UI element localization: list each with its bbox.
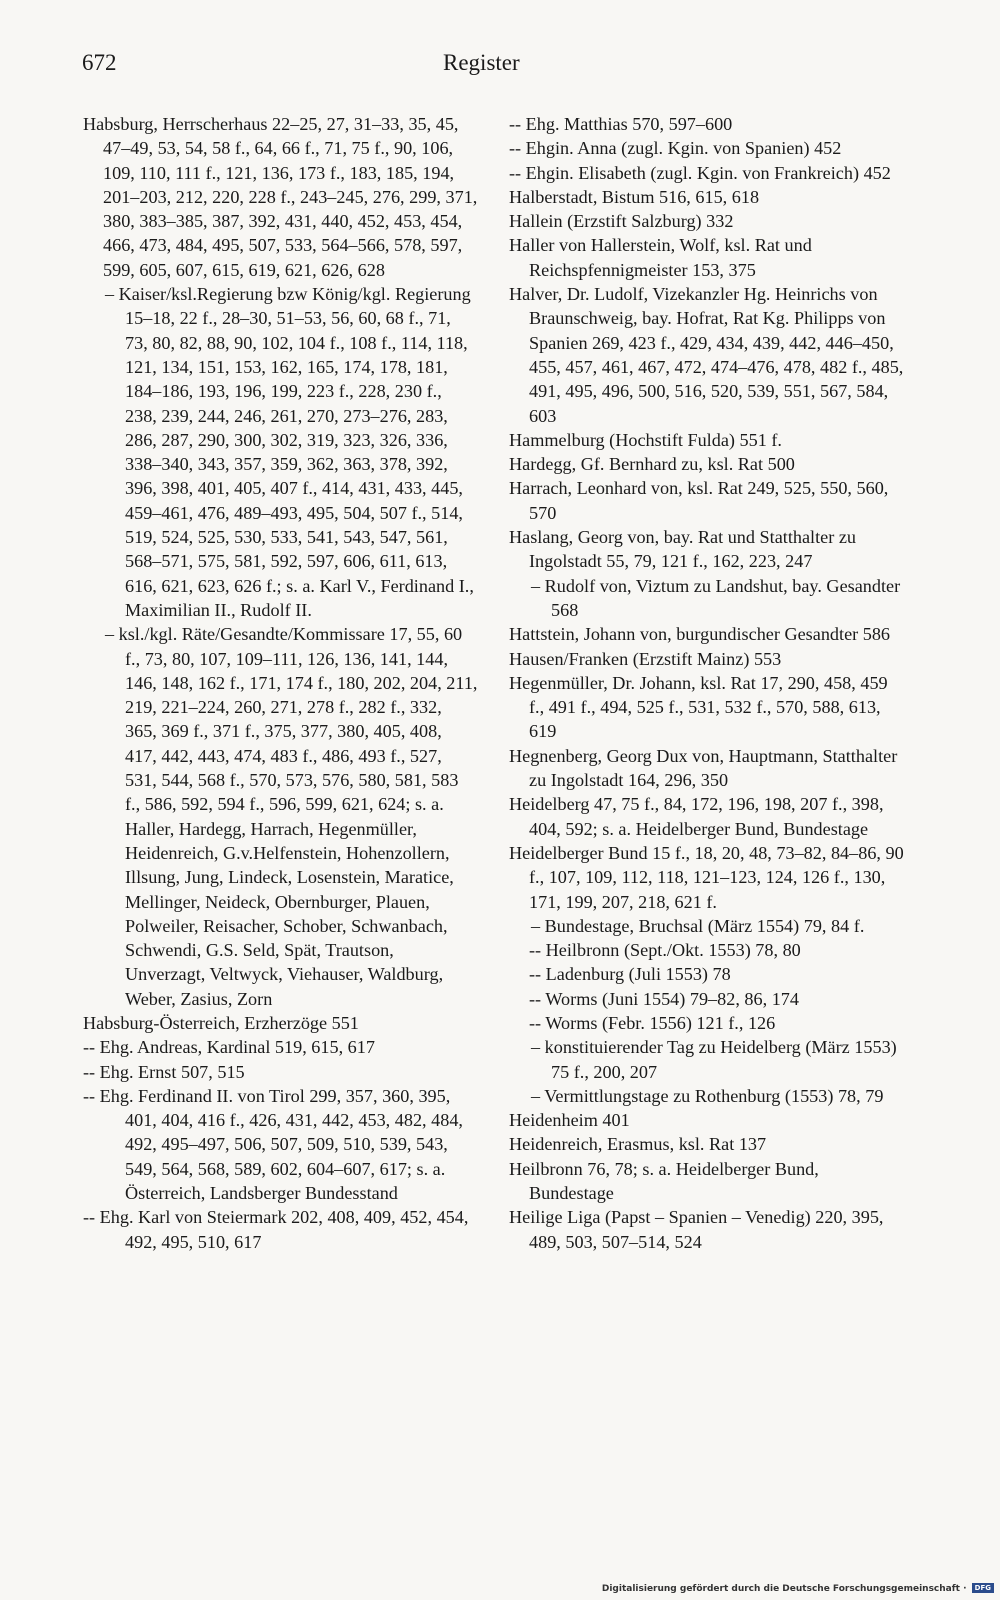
index-entry: – Rudolf von, Viztum zu Landshut, bay. Gesandter 568: [531, 575, 901, 620]
index-entry: Hammelburg (Hochstift Fulda) 551 f.: [509, 429, 782, 450]
index-entry: Haslang, Georg von, bay. Rat und Statthalter zu Ingolstadt 55, 79, 121 f., 162, 223, 247: [509, 527, 857, 572]
index-entry: Hardegg, Gf. Bernhard zu, ksl. Rat 500: [509, 454, 795, 475]
index-entry: Heidelberger Bund 15 f., 18, 20, 48, 73–82, 84–86, 90 f., 107, 109, 112, 118, 121–123, 124, 126 f., 130, 171, 199, 207, 218, 621 f.: [509, 842, 904, 912]
index-entry: -- Heilbronn (Sept./Okt. 1553) 78, 80: [529, 940, 801, 961]
index-entry: -- Ehg. Ernst 507, 515: [83, 1061, 245, 1082]
index-entry: – konstituierender Tag zu Heidelberg (März 1553) 75 f., 200, 207: [531, 1037, 897, 1082]
index-entry: -- Worms (Febr. 1556) 121 f., 126: [529, 1012, 776, 1033]
index-entry: – Bundestage, Bruchsal (März 1554) 79, 84 f.: [531, 915, 865, 936]
footer-text: Digitalisierung gefördert durch die Deutsche Forschungsgemeinschaft ·: [601, 1584, 970, 1594]
index-entry: Hattstein, Johann von, burgundischer Gesandter 586: [509, 624, 891, 645]
dfg-logo: DFG: [972, 1583, 994, 1593]
index-entry: Heilige Liga (Papst – Spanien – Venedig) 220, 395, 489, 503, 507–514, 524: [509, 1207, 884, 1252]
index-entry: -- Worms (Juni 1554) 79–82, 86, 174: [529, 988, 799, 1009]
index-entry: Halberstadt, Bistum 516, 615, 618: [509, 186, 760, 207]
index-column-right: [509, 112, 905, 1254]
index-entry: Heilbronn 76, 78; s. a. Heidelberger Bund, Bundestage: [509, 1158, 819, 1204]
index-entry: Hallein (Erzstift Salzburg) 332: [509, 211, 734, 232]
page-number: 672: [82, 50, 117, 75]
index-entry: Habsburg-Österreich, Erzherzöge 551: [83, 1012, 359, 1033]
index-entry: – ksl./kgl. Räte/Gesandte/Kommissare 17, 55, 60 f., 73, 80, 107, 109–111, 126, 136, 141, 144, 146, 148, 162 f., 171, 174 f., 180, 202, 204, 211, 219, 221–224, 260, 271, 278 f., 282 f., 332, 365, 369 f., 371 f., 375, 377, 380, 405, 408, 417, 442, 443, 474, 483 f., 486, 493 f., 527, 531, 544, 568 f., 570, 573, 576, 580, 581, 583 f., 586, 592, 594 f., 596, 599, 621, 624; s. a. Haller, Hardegg, Harrach, Hegenmüller, Heidenreich, G.v.Helfenstein, Hohenzollern, Illsung, Jung, Lindeck, Losenstein, Maratice, Mellinger, Neideck, Obernburger, Plauen, Polweiler, Reisacher, Schober, Schwanbach, Schwendi, G.S. Seld, Spät, Trautson, Unverzagt, Veltwyck, Viehauser, Waldburg, Weber, Zasius, Zorn: [105, 624, 478, 1009]
index-entry: Heidenheim 401: [509, 1110, 630, 1131]
footer-credit: [602, 1583, 994, 1594]
index-entry: Harrach, Leonhard von, ksl. Rat 249, 525, 550, 560, 570: [509, 478, 889, 523]
index-entry: Heidenreich, Erasmus, ksl. Rat 137: [509, 1134, 767, 1155]
index-entry: Heidelberg 47, 75 f., 84, 172, 196, 198, 207 f., 398, 404, 592; s. a. Heidelberger Bund, Bundestage: [509, 794, 884, 839]
index-entry: – Kaiser/ksl.Regierung bzw König/kgl. Regierung 15–18, 22 f., 28–30, 51–53, 56, 60, 68 f., 71, 73, 80, 82, 88, 90, 102, 104 f., 108 f., 114, 118, 121, 134, 151, 153, 162, 165, 174, 178, 181, 184–186, 193, 196, 199, 223 f., 228, 230 f., 238, 239, 244, 246, 261, 270, 273–276, 283, 286, 287, 290, 300, 302, 319, 323, 326, 336, 338–340, 343, 357, 359, 362, 363, 378, 392, 396, 398, 401, 405, 407 f., 414, 431, 433, 445, 459–461, 476, 489–493, 495, 504, 507 f., 514, 519, 524, 525, 530, 533, 541, 543, 547, 561, 568–571, 575, 581, 592, 597, 606, 611, 613, 616, 621, 623, 626 f.; s. a. Karl V., Ferdinand I., Maximilian II., Rudolf II.: [105, 284, 474, 620]
index-entry: -- Ehg. Ferdinand II. von Tirol 299, 357, 360, 395, 401, 404, 416 f., 426, 431, 442, 453, 482, 484, 492, 495–497, 506, 507, 509, 510, 539, 543, 549, 564, 568, 589, 602, 604–607, 617; s. a. Österreich, Landsberger Bundesstand: [83, 1085, 463, 1204]
index-entry: -- Ehgin. Anna (zugl. Kgin. von Spanien) 452: [509, 138, 842, 159]
index-entry: -- Ehg. Matthias 570, 597–600: [509, 114, 733, 134]
index-entry: Hausen/Franken (Erzstift Mainz) 553: [509, 648, 782, 669]
index-entry: -- Ehgin. Elisabeth (zugl. Kgin. von Frankreich) 452: [509, 162, 891, 183]
index-entry: Hegnenberg, Georg Dux von, Hauptmann, Statthalter zu Ingolstadt 164, 296, 350: [509, 745, 898, 791]
index-entry: Habsburg, Herrscherhaus 22–25, 27, 31–33, 35, 45, 47–49, 53, 54, 58 f., 64, 66 f., 71, 75 f., 90, 106, 109, 110, 111 f., 121, 136, 173 f., 183, 185, 194, 201–203, 212, 220, 228 f., 243–245, 276, 299, 371, 380, 383–385, 387, 392, 431, 440, 452, 453, 454, 466, 473, 484, 495, 507, 533, 564–566, 578, 597, 599, 605, 607, 615, 619, 621, 626, 628: [83, 114, 478, 280]
index-entry: Haller von Hallerstein, Wolf, ksl. Rat und Reichspfennigmeister 153, 375: [509, 235, 812, 280]
index-entry: Halver, Dr. Ludolf, Vizekanzler Hg. Heinrichs von Braunschweig, bay. Hofrat, Rat Kg. Philipps von Spanien 269, 423 f., 429, 434, 439, 442, 446–450, 455, 457, 461, 467, 472, 474–476, 478, 482 f., 485, 491, 495, 496, 500, 516, 520, 539, 551, 567, 584, 603: [509, 284, 904, 426]
index-entry: -- Ehg. Karl von Steiermark 202, 408, 409, 452, 454, 492, 495, 510, 617: [83, 1207, 469, 1252]
index-entry: -- Ehg. Andreas, Kardinal 519, 615, 617: [83, 1037, 375, 1058]
index-entry: -- Ladenburg (Juli 1553) 78: [529, 964, 731, 985]
index-entry: Hegenmüller, Dr. Johann, ksl. Rat 17, 290, 458, 459 f., 491 f., 494, 525 f., 531, 532 f., 570, 588, 613, 619: [509, 672, 888, 742]
running-title: Register: [443, 50, 520, 75]
index-entry: – Vermittlungstage zu Rothenburg (1553) 78, 79: [531, 1085, 884, 1106]
index-column-left: [83, 112, 478, 1254]
